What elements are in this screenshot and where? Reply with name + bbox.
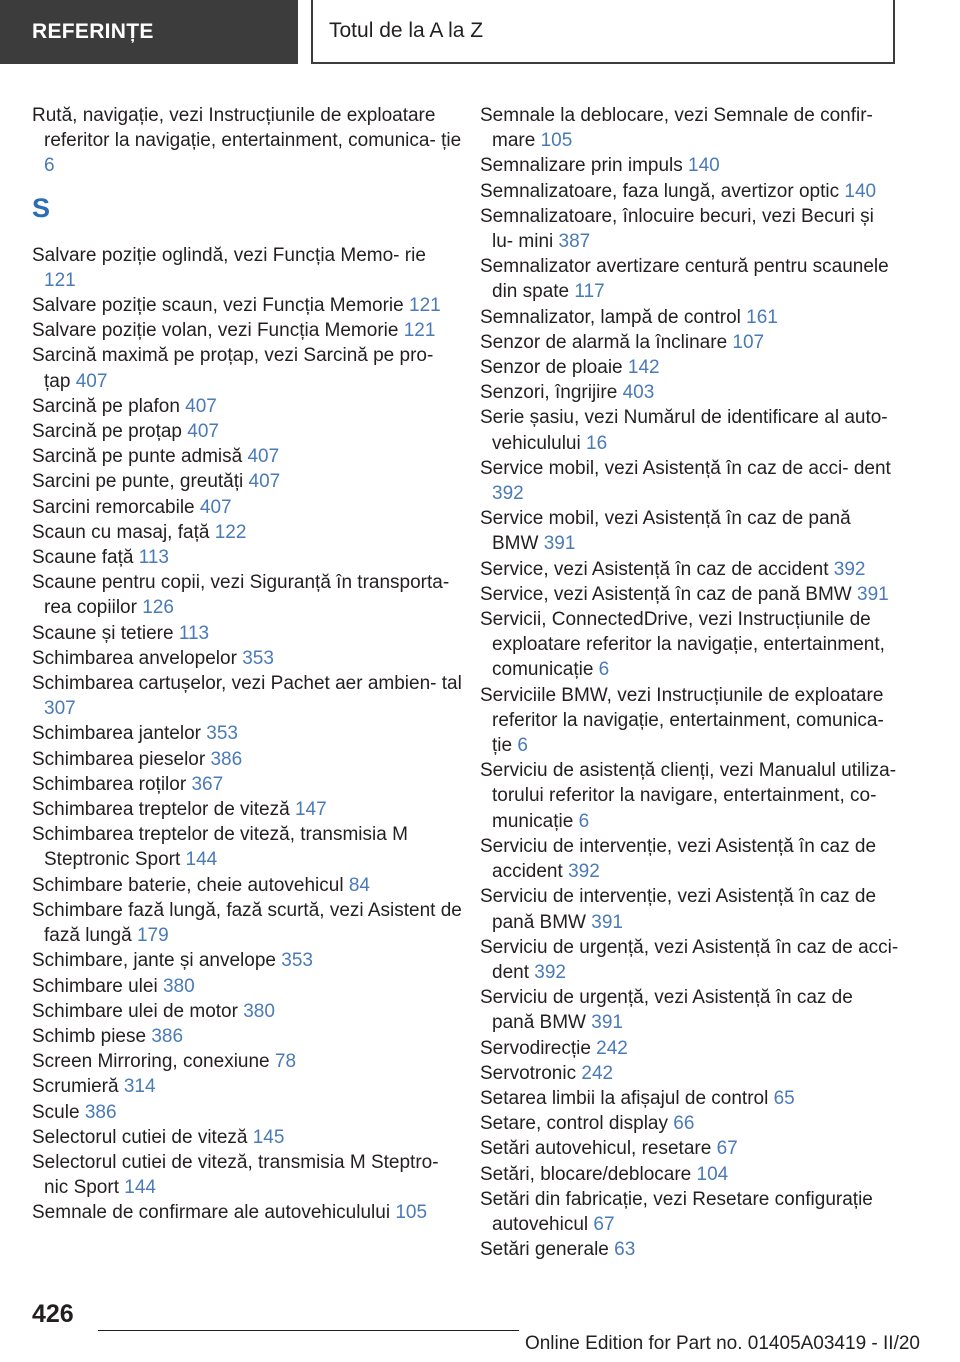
page-reference-link[interactable]: 353	[206, 723, 238, 745]
page-reference-link[interactable]: 314	[123, 1076, 156, 1098]
page-reference-link[interactable]: 78	[274, 1051, 297, 1073]
page-reference-link[interactable]: 113	[138, 547, 169, 569]
index-entry-text: Scule	[32, 1101, 80, 1123]
index-entry	[32, 1100, 462, 1125]
page-reference-link[interactable]: 105	[395, 1202, 428, 1224]
index-entry-text: Scaune față	[32, 547, 134, 569]
index-entry-text: Salvare poziție oglindă, vezi Funcția Memo‐ rie	[32, 244, 426, 266]
index-entry-text: Servodirecție	[480, 1037, 591, 1059]
index-entry-text: Schimbarea treptelor de viteză, transmisia M Steptronic Sport	[32, 824, 408, 871]
index-entry-text: Service, vezi Asistență în caz de accident	[480, 558, 829, 580]
page-reference-link[interactable]: 142	[627, 357, 660, 379]
page-reference-link[interactable]: 179	[136, 925, 169, 947]
page-reference-link[interactable]: 66	[673, 1113, 695, 1135]
page-reference-link[interactable]: 392	[833, 558, 866, 580]
index-entry	[32, 873, 462, 898]
index-entry-text: Salvare poziție volan, vezi Funcția Memorie	[32, 320, 399, 342]
page-reference-link[interactable]: 144	[124, 1177, 156, 1199]
index-entry-text: Selectorul cutiei de viteză, transmisia M Steptro‐ nic Sport	[32, 1151, 439, 1199]
page-reference-link[interactable]: 140	[688, 155, 720, 177]
index-entry	[480, 582, 900, 607]
page-reference-link[interactable]: 67	[716, 1138, 738, 1160]
page-reference-link[interactable]: 380	[243, 1000, 275, 1022]
index-entry-text: Semnalizator, lampă de control	[480, 306, 741, 328]
index-entry-text: Semnalizatoare, faza lungă, avertizor optic	[480, 180, 840, 202]
index-entry-text: Service, vezi Asistență în caz de pană BMW	[480, 583, 852, 605]
page-reference-link[interactable]: 386	[84, 1101, 117, 1123]
index-entry	[480, 1237, 900, 1262]
page-reference-link[interactable]: 121	[403, 320, 436, 342]
index-entry-text: Setări generale	[480, 1239, 609, 1261]
index-entry	[32, 999, 462, 1024]
index-entry	[480, 506, 900, 556]
page-reference-link[interactable]: 407	[185, 395, 217, 417]
index-entry	[480, 405, 900, 455]
page-reference-link[interactable]: 353	[281, 950, 313, 972]
page-reference-link[interactable]: 391	[591, 911, 623, 933]
index-entry	[32, 570, 462, 620]
index-entry-text: Selectorul cutiei de viteză	[32, 1126, 248, 1148]
index-entry-text: Serviciile BMW, vezi Instrucțiunile de exploatare referitor la navigație, entertainment, comunica‐ ție	[480, 684, 884, 757]
index-entry-text: Sarcină pe punte admisă	[32, 446, 243, 468]
index-entry	[32, 721, 462, 746]
page-reference-link[interactable]: 392	[492, 483, 524, 505]
index-entry-text: Setări autovehicul, resetare	[480, 1138, 712, 1160]
page-reference-link[interactable]: 145	[252, 1126, 285, 1148]
index-entry	[32, 318, 462, 343]
page-reference-link[interactable]: 113	[178, 622, 210, 644]
index-entry-text: Schimbarea jantelor	[32, 723, 201, 745]
index-entry-text: Sarcini pe punte, greutăți	[32, 471, 244, 493]
index-entry-text: Schimbarea roților	[32, 773, 187, 795]
index-entry	[32, 293, 462, 318]
index-entry-text: Sarcină maximă pe proțap, vezi Sarcină pe pro‐ țap	[32, 345, 434, 392]
index-entry	[32, 243, 462, 293]
page-reference-link[interactable]: 147	[294, 799, 327, 821]
index-entry	[480, 103, 900, 153]
chapter-title: Totul de la A la Z	[329, 19, 484, 42]
page-reference-link[interactable]: 105	[540, 130, 573, 152]
index-entry	[32, 822, 462, 872]
page-reference-link[interactable]: 107	[732, 331, 765, 353]
page-reference-link[interactable]: 407	[75, 370, 108, 392]
chapter-tab	[311, 0, 895, 64]
index-entry-text: Serviciu de intervenție, vezi Asistență în caz de pană BMW	[480, 886, 877, 933]
index-entry-text: Servicii, ConnectedDrive, vezi Instrucțiunile de exploatare referitor la navigație, entertainment, comunicație	[480, 609, 885, 681]
index-entry	[480, 380, 900, 405]
index-list-before-letter	[32, 103, 462, 179]
page-reference-link[interactable]: 140	[844, 180, 877, 202]
index-entry-text: Service mobil, vezi Asistență în caz de pană BMW	[480, 508, 851, 555]
index-entry	[480, 153, 900, 178]
index-column-right	[480, 103, 900, 1262]
index-entry	[480, 758, 900, 834]
index-entry	[480, 1111, 900, 1136]
index-entry	[32, 103, 462, 179]
index-entry-text: Schimbarea treptelor de viteză	[32, 799, 290, 821]
index-entry	[32, 520, 462, 545]
index-entry	[32, 1049, 462, 1074]
section-tab	[0, 0, 298, 64]
page-reference-link[interactable]: 144	[185, 849, 218, 871]
index-entry-text: Setări, blocare/deblocare	[480, 1163, 692, 1185]
index-entry-text: Schimbare, jante și anvelope	[32, 950, 276, 972]
index-entry	[32, 797, 462, 822]
index-entry	[480, 884, 900, 934]
page-reference-link[interactable]: 117	[574, 281, 605, 303]
index-entry	[480, 1086, 900, 1111]
index-entry	[480, 935, 900, 985]
index-entry-text: Semnalizator avertizare centură pentru scaunele din spate	[480, 256, 889, 303]
index-entry	[32, 469, 462, 494]
index-entry	[32, 948, 462, 973]
page-reference-link[interactable]: 67	[593, 1213, 615, 1235]
page-reference-link[interactable]: 6	[44, 155, 55, 177]
edition-footer: Online Edition for Part no. 01405A03419 - II/20	[519, 1330, 920, 1358]
page-reference-link[interactable]: 392	[568, 861, 600, 883]
index-entry	[480, 1187, 900, 1237]
index-entry	[480, 607, 900, 683]
index-entry	[32, 671, 462, 721]
index-entry	[32, 772, 462, 797]
index-entry	[32, 646, 462, 671]
index-entry-text: Scaun cu masaj, față	[32, 521, 210, 543]
index-entry	[32, 1125, 462, 1150]
index-entry-text: Setarea limbii la afișajul de control	[480, 1087, 769, 1109]
index-entry-text: Scaune pentru copii, vezi Siguranță în transporta‐ rea copiilor	[32, 572, 450, 619]
index-entry-text: Schimb piese	[32, 1025, 147, 1047]
index-entry	[480, 557, 900, 582]
index-entry	[32, 545, 462, 570]
page-reference-link[interactable]: 391	[857, 583, 889, 605]
index-entry	[32, 343, 462, 393]
index-entry-text: Schimbarea anvelopelor	[32, 647, 237, 669]
index-entry	[480, 355, 900, 380]
index-entry-text: Semnalizatoare, înlocuire becuri, vezi Becuri și lu‐ mini	[480, 205, 874, 253]
index-column-left	[32, 103, 462, 1226]
page-reference-link[interactable]: 380	[162, 975, 195, 997]
index-entry	[480, 456, 900, 506]
page-reference-link[interactable]: 387	[558, 231, 591, 253]
page-reference-link[interactable]: 242	[596, 1037, 628, 1059]
index-list-right	[480, 103, 900, 1262]
index-entry	[480, 254, 900, 304]
index-entry	[32, 974, 462, 999]
page-reference-link[interactable]: 121	[409, 295, 441, 317]
page-reference-link[interactable]: 6	[578, 810, 590, 832]
index-entry-text: Schimbarea cartușelor, vezi Pachet aer ambien‐ tal	[32, 673, 462, 695]
index-entry-text: Serviciu de asistență clienți, vezi Manualul utiliza‐ torului referitor la navigare, entertainment, co‐ municație	[480, 760, 897, 832]
index-entry	[32, 1200, 462, 1225]
index-entry	[480, 834, 900, 884]
index-entry-text: Serie șasiu, vezi Numărul de identificare al auto‐ vehiculului	[480, 407, 888, 454]
index-letter-heading: S	[32, 192, 51, 223]
index-entry	[32, 1150, 462, 1200]
index-entry	[480, 1036, 900, 1061]
index-entry-text: Semnale la deblocare, vezi Semnale de confir‐ mare	[480, 105, 873, 152]
page-reference-link[interactable]: 16	[586, 432, 608, 454]
index-entry-text: Schimbare ulei de motor	[32, 1000, 238, 1022]
index-entry	[32, 495, 462, 520]
index-entry	[32, 1024, 462, 1049]
page-reference-link[interactable]: 84	[348, 874, 370, 896]
index-entry-text: Schimbarea pieselor	[32, 748, 206, 770]
index-entry	[480, 1162, 900, 1187]
page-reference-link[interactable]: 65	[773, 1087, 795, 1109]
index-entry	[480, 179, 900, 204]
index-entry-text: Scaune și tetiere	[32, 622, 174, 644]
index-entry-text: Serviciu de intervenție, vezi Asistență în caz de accident	[480, 835, 877, 883]
index-entry	[32, 621, 462, 646]
index-entry	[480, 330, 900, 355]
index-entry	[480, 204, 900, 254]
index-entry	[32, 419, 462, 444]
page-reference-link[interactable]: 63	[614, 1239, 636, 1261]
page-reference-link[interactable]: 407	[247, 446, 280, 468]
page-reference-link[interactable]: 407	[248, 471, 281, 493]
page-reference-link[interactable]: 104	[696, 1163, 729, 1185]
page-reference-link[interactable]: 6	[598, 659, 610, 681]
index-entry-text: Servotronic	[480, 1062, 577, 1084]
index-entry-text: Semnalizare prin impuls	[480, 155, 683, 177]
index-entry-text: Scrumieră	[32, 1076, 119, 1098]
index-entry	[32, 1074, 462, 1099]
page-reference-link[interactable]: 407	[199, 496, 232, 518]
index-entry-text: Salvare poziție scaun, vezi Funcția Memorie	[32, 295, 404, 317]
index-entry-text: Senzori, îngrijire	[480, 382, 618, 404]
index-entry	[480, 1136, 900, 1161]
page-reference-link[interactable]: 126	[142, 597, 174, 619]
section-title: REFERINȚE	[32, 20, 154, 43]
index-entry-text: Schimbare fază lungă, fază scurtă, vezi Asistent de fază lungă	[32, 899, 462, 947]
index-entry-text: Serviciu de urgență, vezi Asistență în caz de pană BMW	[480, 987, 853, 1034]
index-entry	[480, 305, 900, 330]
index-entry	[32, 898, 462, 948]
index-entry	[480, 1061, 900, 1086]
page-reference-link[interactable]: 407	[187, 421, 219, 443]
index-entry	[32, 394, 462, 419]
index-entry-text: Senzor de alarmă la înclinare	[480, 331, 728, 353]
page-reference-link[interactable]: 386	[151, 1025, 184, 1047]
index-entry-text: Sarcină pe proțap	[32, 421, 182, 443]
page-number: 426	[32, 1300, 74, 1328]
page-reference-link[interactable]: 392	[534, 961, 566, 983]
index-list-after-letter	[32, 243, 462, 1226]
index-entry-text: Schimbare ulei	[32, 975, 158, 997]
index-entry-text: Setare, control display	[480, 1113, 668, 1135]
page-reference-link[interactable]: 386	[210, 748, 243, 770]
index-entry-text: Sarcini remorcabile	[32, 496, 195, 518]
index-entry	[480, 985, 900, 1035]
index-entry-text: Serviciu de urgență, vezi Asistență în caz de acci‐ dent	[480, 936, 899, 983]
index-entry-text: Sarcină pe plafon	[32, 395, 180, 417]
page-reference-link[interactable]: 403	[622, 382, 655, 404]
index-entry-text: Screen Mirroring, conexiune	[32, 1051, 270, 1073]
index-entry	[32, 444, 462, 469]
page-reference-link[interactable]: 367	[191, 773, 224, 795]
page-reference-link[interactable]: 242	[581, 1062, 614, 1084]
index-entry	[32, 747, 462, 772]
index-entry-text: Rută, navigație, vezi Instrucțiunile de exploatare referitor la navigație, entertainment, comunica‐ ție	[32, 105, 462, 152]
page-reference-link[interactable]: 121	[44, 269, 76, 291]
index-entry	[480, 683, 900, 759]
page-reference-link[interactable]: 391	[543, 533, 576, 555]
page-reference-link[interactable]: 161	[746, 306, 778, 328]
index-entry-text: Senzor de ploaie	[480, 357, 623, 379]
index-entry-text: Schimbare baterie, cheie autovehicul	[32, 874, 344, 896]
index-entry-text: Service mobil, vezi Asistență în caz de acci‐ dent	[480, 457, 891, 479]
index-entry-text: Setări din fabricație, vezi Resetare configurație autovehicul	[480, 1188, 873, 1235]
page-reference-link[interactable]: 391	[591, 1012, 623, 1034]
page-reference-link[interactable]: 6	[517, 735, 528, 757]
page-reference-link[interactable]: 122	[214, 521, 247, 543]
index-entry-text: Semnale de confirmare ale autovehiculului	[32, 1202, 391, 1224]
page-reference-link[interactable]: 353	[242, 647, 274, 669]
page-reference-link[interactable]: 307	[44, 698, 76, 720]
